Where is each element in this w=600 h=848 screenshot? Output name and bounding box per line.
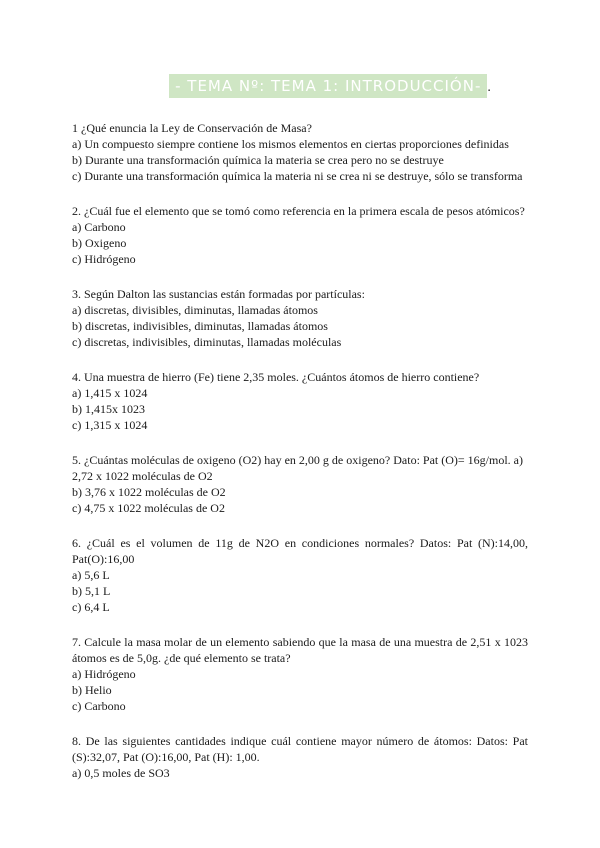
question-text: 4. Una muestra de hierro (Fe) tiene 2,35 moles. ¿Cuántos átomos de hierro contiene? [72,370,480,384]
option-a: a) 5,6 L [72,568,110,582]
question-8 [72,733,528,781]
option-b: b) Helio [72,683,112,697]
question-text: 6. ¿Cuál es el volumen de 11g de N2O en condiciones normales? Datos: Pat (N):14,00, Pat(O):16,00 [72,536,528,566]
option-b: b) 1,415x 1023 [72,402,145,416]
question-3 [72,286,528,350]
question-5 [72,452,528,516]
option-b: b) Oxigeno [72,236,127,250]
question-1 [72,120,528,184]
option-a: a) Carbono [72,220,126,234]
option-a: a) Un compuesto siempre contiene los mismos elementos en ciertas proporciones definidas [72,137,509,151]
question-7 [72,634,528,714]
option-b: b) 5,1 L [72,584,111,598]
option-b: b) discretas, indivisibles, diminutas, llamadas átomos [72,319,328,333]
question-text: 8. De las siguientes cantidades indique cuál contiene mayor número de átomos: Datos: Pat (S):32,07, Pat (O):16,00, Pat (H): 1,00. [72,734,528,764]
option-b: b) 3,76 x 1022 moléculas de O2 [72,485,226,499]
title-block [132,74,528,98]
title-dot: . [487,80,491,95]
option-c: c) Hidrógeno [72,252,136,266]
question-2 [72,203,528,267]
option-a: a) 0,5 moles de SO3 [72,766,170,780]
option-c: c) 4,75 x 1022 moléculas de O2 [72,501,225,515]
option-c: c) discretas, indivisibles, diminutas, llamadas moléculas [72,335,342,349]
page-title: - TEMA Nº: TEMA 1: INTRODUCCIÓN- [169,74,487,98]
option-a: a) discretas, divisibles, diminutas, llamadas átomos [72,303,318,317]
option-c: c) Carbono [72,699,126,713]
question-text: 5. ¿Cuántas moléculas de oxigeno (O2) hay en 2,00 g de oxigeno? Dato: Pat (O)= 16g/mol. a) 2,72 x 1022 moléculas de O2 [72,453,523,483]
option-a: a) 1,415 x 1024 [72,386,148,400]
option-c: c) 6,4 L [72,600,110,614]
question-4 [72,369,528,433]
option-c: c) Durante una transformación química la materia ni se crea ni se destruye, sólo se transforma [72,169,523,183]
option-c: c) 1,315 x 1024 [72,418,148,432]
option-a: a) Hidrógeno [72,667,136,681]
question-text: 7. Calcule la masa molar de un elemento sabiendo que la masa de una muestra de 2,51 x 1023 átomos es de 5,0g. ¿de qué elemento se trata? [72,635,528,665]
question-6 [72,535,528,615]
option-b: b) Durante una transformación química la materia se crea pero no se destruye [72,153,444,167]
question-text: 3. Según Dalton las sustancias están formadas por partículas: [72,287,365,301]
question-text: 1 ¿Qué enuncia la Ley de Conservación de Masa? [72,121,312,135]
question-text: 2. ¿Cuál fue el elemento que se tomó como referencia en la primera escala de pesos atómicos? [72,204,525,218]
